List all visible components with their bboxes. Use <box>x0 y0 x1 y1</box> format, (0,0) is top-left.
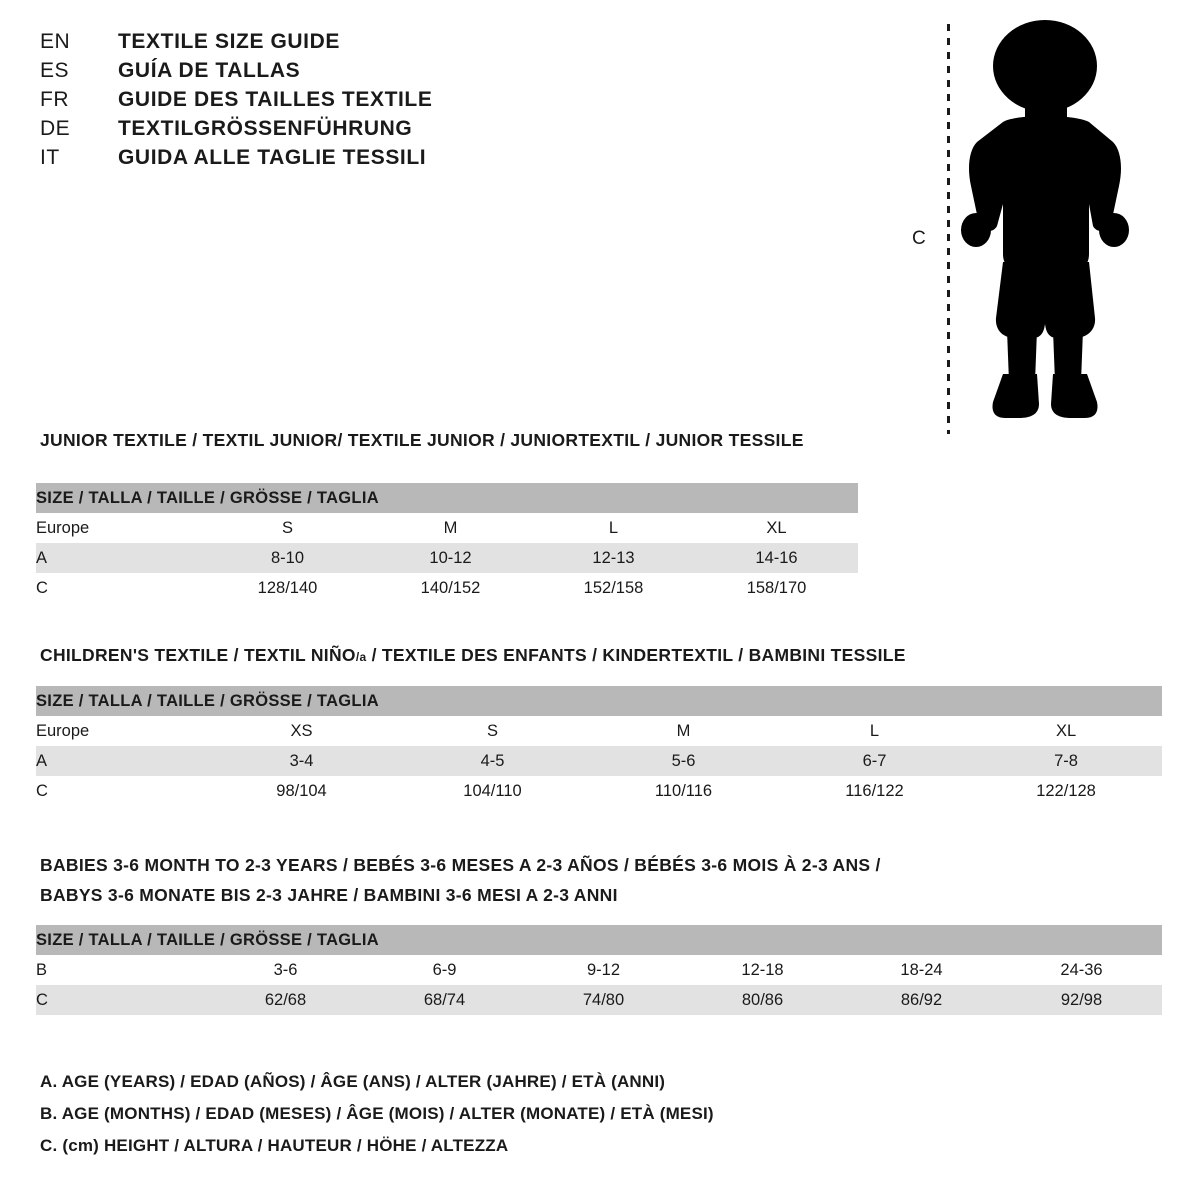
cell-value: 86/92 <box>842 985 1001 1015</box>
table-header-junior: SIZE / TALLA / TAILLE / GRÖSSE / TAGLIA <box>36 483 858 513</box>
row-label: B <box>36 955 206 985</box>
cell-value: 98/104 <box>206 776 397 806</box>
cell-value: 12-18 <box>683 955 842 985</box>
table-junior <box>36 483 858 603</box>
cell-value: 68/74 <box>365 985 524 1015</box>
row-label: Europe <box>36 513 206 543</box>
language-row-de <box>40 117 660 146</box>
cell-value: L <box>779 716 970 746</box>
language-title-it: GUIDA ALLE TAGLIE TESSILI <box>118 146 427 169</box>
measurement-figure <box>890 10 1170 430</box>
cell-value: 152/158 <box>532 573 695 603</box>
language-row-fr <box>40 88 660 117</box>
language-row-es <box>40 59 660 88</box>
table-row <box>36 543 858 573</box>
language-title-es: GUÍA DE TALLAS <box>118 59 301 82</box>
cell-value: 10-12 <box>369 543 532 573</box>
cell-value: 158/170 <box>695 573 858 603</box>
cell-value: 6-7 <box>779 746 970 776</box>
language-row-it <box>40 146 660 175</box>
row-label: C <box>36 573 206 603</box>
cell-value: 14-16 <box>695 543 858 573</box>
table-header-children: SIZE / TALLA / TAILLE / GRÖSSE / TAGLIA <box>36 686 1162 716</box>
language-title-block <box>40 30 660 175</box>
row-label: Europe <box>36 716 206 746</box>
table-header-babies: SIZE / TALLA / TAILLE / GRÖSSE / TAGLIA <box>36 925 1162 955</box>
legend-note-c <box>40 1130 1040 1162</box>
cell-value: 5-6 <box>588 746 779 776</box>
cell-value: 3-4 <box>206 746 397 776</box>
cell-value: 24-36 <box>1001 955 1162 985</box>
table-row <box>36 716 1162 746</box>
section-heading-children <box>40 645 906 666</box>
cell-value: L <box>532 513 695 543</box>
row-label: A <box>36 543 206 573</box>
height-measure-label: C <box>912 228 926 249</box>
cell-value: 18-24 <box>842 955 1001 985</box>
language-code-it: IT <box>40 146 60 169</box>
cell-value: XL <box>970 716 1162 746</box>
cell-value: 6-9 <box>365 955 524 985</box>
cell-value: 8-10 <box>206 543 369 573</box>
cell-value: 128/140 <box>206 573 369 603</box>
cell-value: 116/122 <box>779 776 970 806</box>
cell-value: 3-6 <box>206 955 365 985</box>
cell-value: 7-8 <box>970 746 1162 776</box>
language-title-en: TEXTILE SIZE GUIDE <box>118 30 340 53</box>
legend-note-c-text: HEIGHT / ALTURA / HAUTEUR / HÖHE / ALTEZZA <box>99 1136 509 1155</box>
table-row <box>36 925 1162 955</box>
row-label: C <box>36 985 206 1015</box>
cell-value: 62/68 <box>206 985 365 1015</box>
section-heading-children-main: CHILDREN'S TEXTILE / TEXTIL NIÑO <box>40 645 356 665</box>
section-heading-babies-line2: BABYS 3-6 MONATE BIS 2-3 JAHRE / BAMBINI 3-6 MESI A 2-3 ANNI <box>40 885 618 905</box>
section-heading-children-sub: /a <box>355 650 367 664</box>
cell-value: 12-13 <box>532 543 695 573</box>
table-row <box>36 513 858 543</box>
cell-value: 140/152 <box>369 573 532 603</box>
cell-value: 4-5 <box>397 746 588 776</box>
language-code-en: EN <box>40 30 71 53</box>
cell-value: 74/80 <box>524 985 683 1015</box>
cell-value: 122/128 <box>970 776 1162 806</box>
cell-value: 9-12 <box>524 955 683 985</box>
table-row <box>36 573 858 603</box>
table-row <box>36 746 1162 776</box>
table-row <box>36 955 1162 985</box>
cell-value: M <box>588 716 779 746</box>
language-code-de: DE <box>40 117 71 140</box>
table-row <box>36 686 1162 716</box>
cell-value: XS <box>206 716 397 746</box>
section-heading-junior: JUNIOR TEXTILE / TEXTIL JUNIOR/ TEXTILE JUNIOR / JUNIORTEXTIL / JUNIOR TESSILE <box>40 430 804 450</box>
table-children <box>36 686 1162 806</box>
language-title-de: TEXTILGRÖSSENFÜHRUNG <box>118 117 413 140</box>
language-code-es: ES <box>40 59 70 82</box>
table-row <box>36 985 1162 1015</box>
cell-value: M <box>369 513 532 543</box>
table-babies <box>36 925 1162 1015</box>
section-heading-babies-line1: BABIES 3-6 MONTH TO 2-3 YEARS / BEBÉS 3-6 MESES A 2-3 AÑOS / BÉBÉS 3-6 MOIS À 2-3 ANS / <box>40 855 881 875</box>
cell-value: 104/110 <box>397 776 588 806</box>
legend-note-a: A. AGE (YEARS) / EDAD (AÑOS) / ÂGE (ANS) / ALTER (JAHRE) / ETÀ (ANNI) <box>40 1072 666 1091</box>
cell-value: 110/116 <box>588 776 779 806</box>
child-silhouette-icon <box>945 18 1145 435</box>
section-heading-children-rest: / TEXTILE DES ENFANTS / KINDERTEXTIL / BAMBINI TESSILE <box>366 645 906 665</box>
legend-note-b: B. AGE (MONTHS) / EDAD (MESES) / ÂGE (MOIS) / ALTER (MONATE) / ETÀ (MESI) <box>40 1104 714 1123</box>
table-row <box>36 483 858 513</box>
table-row <box>36 776 1162 806</box>
language-title-fr: GUIDE DES TAILLES TEXTILE <box>118 88 433 111</box>
legend-note-c-prefix: C. <box>40 1136 63 1155</box>
legend-notes <box>40 1066 1040 1162</box>
row-label: C <box>36 776 206 806</box>
legend-note-c-unit: (cm) <box>62 1136 100 1155</box>
language-row-en <box>40 30 660 59</box>
language-code-fr: FR <box>40 88 69 111</box>
cell-value: S <box>206 513 369 543</box>
cell-value: S <box>397 716 588 746</box>
cell-value: XL <box>695 513 858 543</box>
cell-value: 80/86 <box>683 985 842 1015</box>
cell-value: 92/98 <box>1001 985 1162 1015</box>
row-label: A <box>36 746 206 776</box>
